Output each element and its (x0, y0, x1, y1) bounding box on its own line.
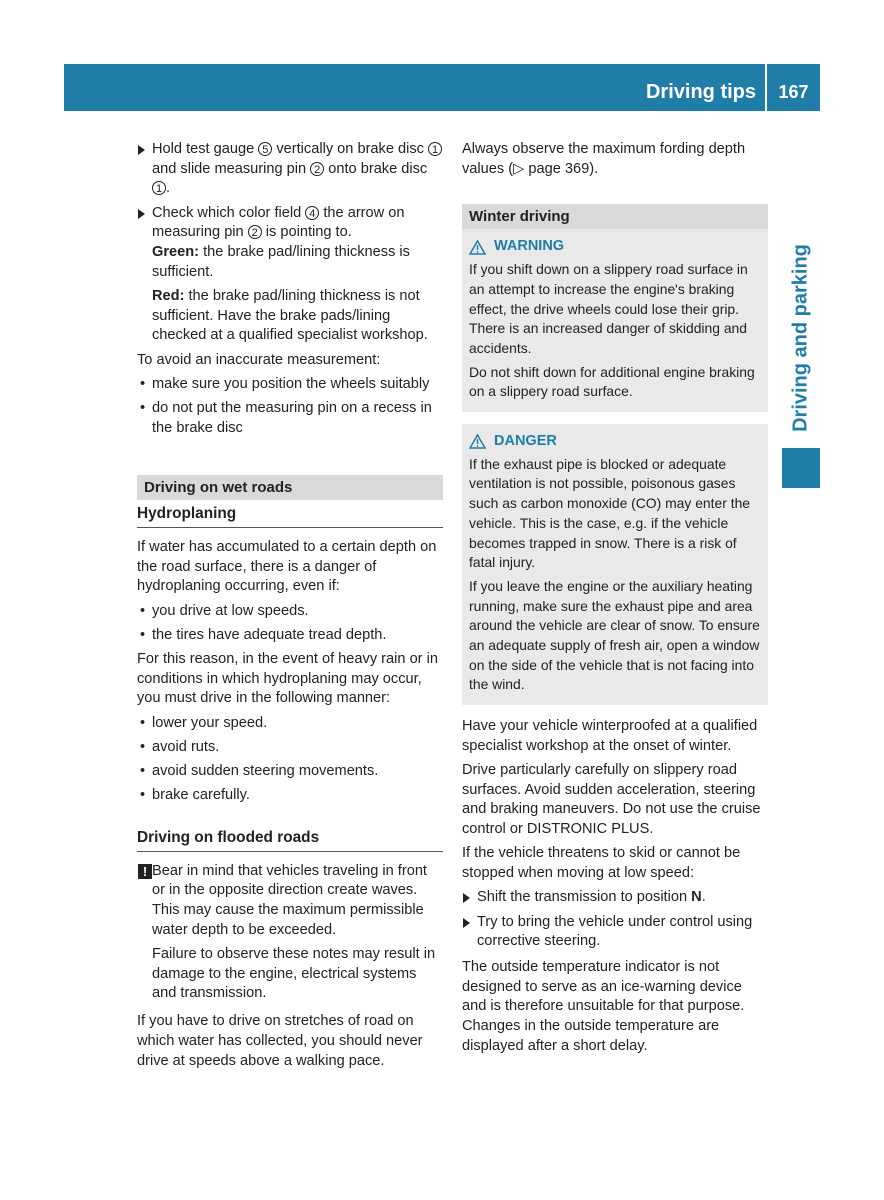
temperature-paragraph: The outside temperature indicator is not designed to serve as an ice-warning device and is therefore unsuitable for that purpose. Changes in the outside temperature are displayed after a short delay. (462, 958, 745, 1054)
step-corrective-steering: Try to bring the vehicle under control using corrective steering. (462, 913, 768, 952)
flood-note: ! Bear in mind that vehicles traveling in front or in the opposite direction create waves. This may cause the maximum permissible water depth to be exceeded. Failure to observe these notes may result in damage to the engine, electrical systems and transmission. (137, 862, 443, 1004)
list-item: • you drive at low speeds. (137, 602, 443, 622)
hydro-intro: If water has accumulated to a certain depth on the road surface, there is a danger of hydroplaning occurring, even if: (137, 539, 437, 595)
step-check-color-field: Check which color field 4 the arrow on measuring pin 2 is pointing to. Green: the brake pad/lining thickness is sufficient. Red: the brake pad/lining thickness is not sufficient. Have the brake pads/lining checked at a qualified specialist workshop. (137, 204, 443, 346)
list-item: • brake carefully. (137, 786, 443, 806)
section-heading-winter: Winter driving (462, 204, 768, 229)
step-shift-neutral: Shift the transmission to position N. (462, 888, 768, 908)
header-bar (64, 64, 820, 111)
avoid-intro: To avoid an inaccurate measurement: (137, 351, 381, 368)
warning-text: Do not shift down for additional engine braking on a slippery road surface. (469, 363, 755, 400)
winterproof-paragraph: Have your vehicle winterproofed at a qualified specialist workshop at the onset of winter. (462, 718, 758, 754)
warning-label: WARNING (494, 238, 565, 255)
subheading-flooded-roads: Driving on flooded roads (137, 828, 443, 852)
list-item: • avoid ruts. (137, 738, 443, 758)
callout-5: 5 (258, 142, 272, 156)
list-item: • avoid sudden steering movements. (137, 762, 443, 782)
callout-1: 1 (152, 181, 166, 195)
danger-label: DANGER (494, 433, 557, 450)
red-result: Red: the brake pad/lining thickness is not sufficient. Have the brake pads/lining checked at a qualified specialist workshop. (152, 287, 428, 344)
callout-2: 2 (310, 162, 324, 176)
right-column (462, 140, 768, 1061)
list-item: • the tires have adequate tread depth. (137, 626, 443, 646)
careful-paragraph: Drive particularly carefully on slippery road surfaces. Avoid sudden acceleration, steering and braking maneuvers. Do not use the cruise control or DISTRONIC PLUS. (462, 762, 761, 838)
left-column (137, 140, 443, 1076)
step-hold-test-gauge: Hold test gauge 5 vertically on brake disc 1 and slide measuring pin 2 onto brake disc 1 . (137, 140, 443, 199)
callout-4: 4 (305, 206, 319, 220)
hydro-reason: For this reason, in the event of heavy rain or in conditions in which hydroplaning may occur, you must drive in the following manner: (137, 651, 438, 707)
list-item: • do not put the measuring pin on a recess in the brake disc (137, 399, 443, 438)
danger-text: If the exhaust pipe is blocked or adequate ventilation is not possible, poisonous gases such as carbon monoxide (CO) may enter the vehicle. This is the case, e.g. if the vehicle becomes trapped in snow. There is a risk of fatal injury. (469, 455, 751, 571)
page-number: 167 (778, 82, 809, 102)
flood-paragraph: If you have to drive on stretches of road on which water has collected, you should never drive at speeds above a walking pace. (137, 1013, 423, 1069)
list-item: • lower your speed. (137, 714, 443, 734)
danger-text: If you leave the engine or the auxiliary heating running, make sure the exhaust pipe and area around the vehicle are clear of snow. To ensure an adequate supply of fresh air, open a window on the side of the vehicle that is not facing into the wind. (469, 577, 760, 693)
warning-triangle-icon (469, 240, 486, 255)
list-item: • make sure you position the wheels suitably (137, 375, 443, 395)
side-tab-marker (782, 448, 820, 488)
callout-2: 2 (248, 225, 262, 239)
warning-text: If you shift down on a slippery road surface in an attempt to increase the engine's braking effect, the drive wheels could lose their grip. There is an increased danger of skidding and accidents. (469, 261, 748, 356)
danger-box (462, 424, 768, 705)
skid-intro: If the vehicle threatens to skid or cannot be stopped when moving at low speed: (462, 845, 741, 882)
section-heading-wet-roads: Driving on wet roads (137, 475, 443, 500)
green-result: Green: the brake pad/lining thickness is sufficient. (152, 244, 410, 280)
fording-depth-note: Always observe the maximum fording depth values (▷ page 369). (462, 141, 746, 177)
exclamation-icon: ! (138, 864, 152, 879)
warning-box (462, 229, 768, 412)
subheading-hydroplaning: Hydroplaning (137, 504, 443, 528)
section-title: Driving tips (645, 81, 756, 103)
callout-1: 1 (428, 142, 442, 156)
danger-triangle-icon (469, 434, 486, 449)
